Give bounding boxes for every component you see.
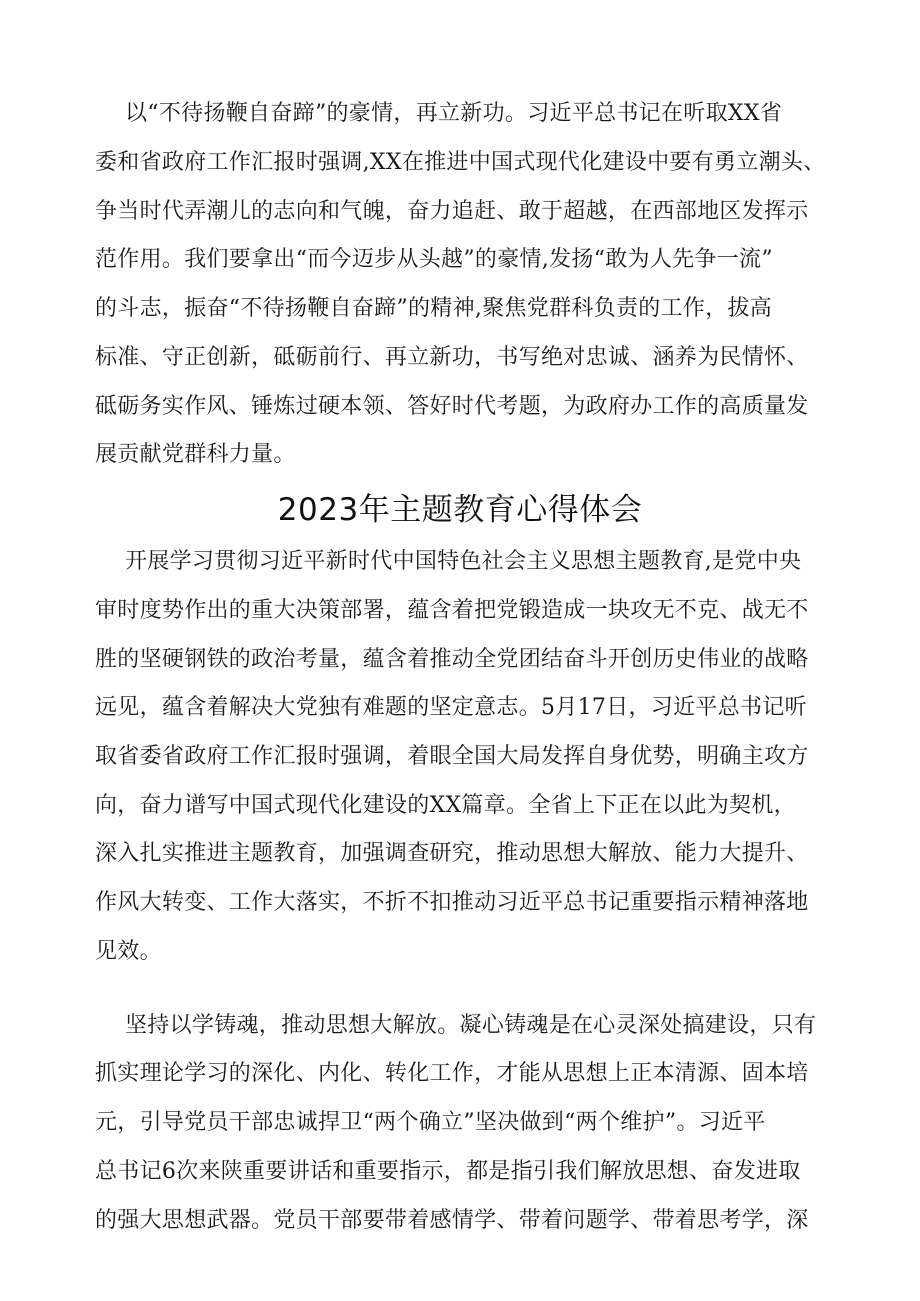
paragraph-line: 以“不待扬鞭自奋蹄”的豪情，再立新功。习近平总书记在听取XX省 [125,101,783,126]
document-title: 2023年主题教育心得体会 [277,492,643,528]
paragraph-line: 深入扎实推进主题教育，加强调查研究，推动思想大解放、能力大提升、 [95,841,809,866]
paragraph-line: 争当时代弄潮儿的志向和气魄，奋力追赶、敢于超越，在西部地区发挥示 [95,199,809,224]
paragraph-line: 委和省政府工作汇报时强调,XX在推进中国式现代化建设中要有勇立潮头、 [95,150,826,175]
paragraph-line: 作风大转变、工作大落实，不折不扣推动习近平总书记重要指示精神落地 [95,890,809,915]
paragraph-line: 开展学习贯彻习近平新时代中国特色社会主义思想主题教育,是党中央 [125,549,802,574]
paragraph-line: 展贡献党群科力量。 [95,442,296,467]
paragraph-line: 标准、守正创新，砥砺前行、再立新功，书写绝对忠诚、涵养为民情怀、 [95,345,809,370]
paragraph-line: 的斗志，振奋“不待扬鞭自奋蹄”的精神,聚焦党群科负责的工作，拔高 [95,296,773,321]
paragraph-line: 砥砺务实作风、锤炼过硬本领、答好时代考题，为政府办工作的高质量发 [95,394,809,419]
paragraph-line: 总书记6次来陕重要讲话和重要指示，都是指引我们解放思想、奋发进取 [95,1159,801,1184]
paragraph-line: 远见，蕴含着解决大党独有难题的坚定意志。5月17日，习近平总书记听 [95,695,807,720]
paragraph-line: 坚持以学铸魂，推动思想大解放。凝心铸魂是在心灵深处搞建设，只有 [125,1013,817,1038]
paragraph-line: 的强大思想武器。党员干部要带着感情学、带着问题学、带着思考学，深 [95,1208,809,1233]
paragraph-line: 向，奋力谱写中国式现代化建设的XX篇章。全省上下正在以此为契机， [95,793,796,818]
paragraph-line: 审时度势作出的重大决策部署，蕴含着把党锻造成一块攻无不克、战无不 [95,598,809,623]
paragraph-line: 元，引导党员干部忠诚捍卫“两个确立”坚决做到“两个维护”。习近平 [95,1110,766,1135]
paragraph-line: 抓实理论学习的深化、内化、转化工作，才能从思想上正本清源、固本培 [95,1061,809,1086]
paragraph-line: 取省委省政府工作汇报时强调，着眼全国大局发挥自身优势，明确主攻方 [95,744,809,769]
paragraph-line: 范作用。我们要拿出“而今迈步从头越”的豪情,发扬“敢为人先争一流” [95,247,773,272]
paragraph-line: 见效。 [95,939,162,964]
paragraph-line: 胜的坚硬钢铁的政治考量，蕴含着推动全党团结奋斗开创历史伟业的战略 [95,647,809,672]
